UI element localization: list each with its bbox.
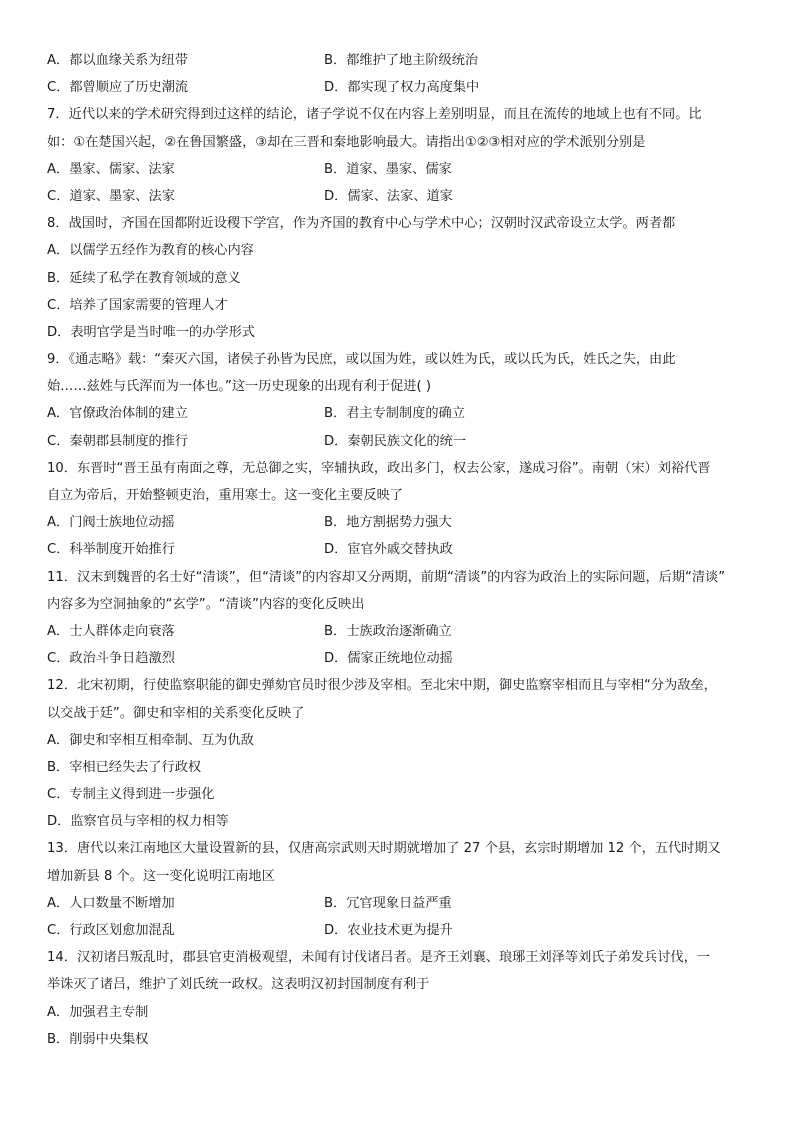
- q11-option-b: B．士族政治逐渐确立: [324, 623, 452, 639]
- q8-option-d: D．表明官学是当时唯一的办学形式: [47, 324, 255, 340]
- q9-option-b: B．君主专制制度的确立: [324, 406, 465, 422]
- q13-option-d: D．农业技术更为提升: [324, 923, 453, 938]
- q13-option-c: C．行政区划愈加混乱: [47, 923, 175, 938]
- q10-options-row-2: [47, 536, 747, 563]
- q10-option-a: A．门阀士族地位动摇: [47, 515, 175, 531]
- q6-option-c: C．都曾顺应了历史潮流: [47, 80, 189, 96]
- q13-stem-line-2: 增加新县 8 个。这一变化说明江南地区: [47, 868, 275, 884]
- q9-options-row-2: [47, 428, 747, 455]
- q10-option-c: C．科举制度开始推行: [47, 542, 175, 558]
- q8-stem-line-1: 8．战国时，齐国在国都附近设稷下学宫，作为齐国的教育中心与学术中心；汉朝时汉武帝设立太学。两者都: [47, 216, 676, 232]
- q9-option-d: D．秦朝民族文化的统一: [324, 433, 467, 449]
- q9-options-row-1: [47, 400, 747, 427]
- q7-stem-line-1: 7．近代以来的学术研究得到过这样的结论，诸子学说不仅在内容上差别明显，而且在流传的地域上也有不同。比: [47, 107, 702, 123]
- q6-option-a: A．都以血缘关系为纽带: [47, 53, 188, 68]
- q6-options-row-1: [47, 47, 747, 74]
- q11-options-row-1: [47, 618, 747, 645]
- q14-option-b: B．削弱中央集权: [47, 1031, 149, 1047]
- q7-options-row-1: [47, 156, 747, 183]
- q14-option-a: A．加强君主专制: [47, 1004, 149, 1020]
- exam-page: [47, 47, 747, 1053]
- q8-option-a: A．以儒学五经作为教育的核心内容: [47, 243, 254, 259]
- q9-option-a: A．官僚政治体制的建立: [47, 406, 188, 422]
- q11-stem-line-1: 11．汉末到魏晋的名士好“清谈”，但“清谈”的内容却又分两期，前期“清谈”的内容为政治上的实际问题，后期“清谈”: [47, 569, 726, 585]
- q6-option-d: D．都实现了权力高度集中: [324, 80, 480, 96]
- q10-option-b: B．地方割据势力强大: [324, 515, 452, 531]
- q12-option-b: B．宰相已经失去了行政权: [47, 759, 202, 775]
- q12-option-d: D．监察官员与宰相的权力相等: [47, 814, 229, 830]
- q7-stem-line-2: 如：①在楚国兴起，②在鲁国繁盛，③却在三晋和秦地影响最大。请指出①②③相对应的学术派别分别是: [47, 134, 646, 150]
- q11-option-a: A．士人群体走向衰落: [47, 623, 175, 639]
- q12-option-c: C．专制主义得到进一步强化: [47, 787, 215, 803]
- q10-stem-line-1: 10．东晋时“晋王虽有南面之尊，无总御之实，宰辅执政，政出多门，权去公家，遂成习俗”。南朝（宋）刘裕代晋: [47, 460, 711, 476]
- q10-stem-line-2: 自立为帝后，开始整顿吏治，重用寒士。这一变化主要反映了: [47, 488, 404, 503]
- q7-option-b: B．道家、墨家、儒家: [324, 161, 452, 177]
- q9-stem-line-2: 始……兹姓与氏浑而为一体也。”这一历史现象的出现有利于促进( ): [47, 379, 431, 395]
- q7-option-d: D．儒家、法家、道家: [324, 188, 453, 204]
- q11-stem-line-2: 内容多为空洞抽象的“玄学”。“清谈”内容的变化反映出: [47, 596, 365, 612]
- q11-option-c: C．政治斗争日趋激烈: [47, 651, 175, 667]
- q11-options-row-2: [47, 645, 747, 672]
- q11-option-d: D．儒家正统地位动摇: [324, 651, 453, 667]
- q13-option-a: A．人口数量不断增加: [47, 895, 175, 911]
- q8-option-c: C．培养了国家需要的管理人才: [47, 297, 228, 313]
- q14-stem-line-2: 举诛灭了诸吕，维护了刘氏统一政权。这表明汉初封国制度有利于: [47, 977, 430, 993]
- q8-option-b: B．延续了私学在教育领域的意义: [47, 270, 241, 286]
- q7-options-row-2: [47, 183, 747, 210]
- q10-options-row-1: [47, 509, 747, 536]
- q9-stem-line-1: 9．《通志略》载：“秦灭六国，诸侯子孙皆为民庶，或以国为姓，或以姓为氏，或以氏为氏，姓氏之失，由此: [47, 352, 676, 368]
- q13-stem-line-1: 13．唐代以来江南地区大量设置新的县，仅唐高宗武则天时期就增加了 27 个县，玄宗时期增加 12 个，五代时期又: [47, 841, 721, 857]
- q7-option-a: A．墨家、儒家、法家: [47, 161, 175, 177]
- q6-option-b: B．都维护了地主阶级统治: [324, 53, 479, 68]
- q13-options-row-2: [47, 917, 747, 944]
- q7-option-c: C．道家、墨家、法家: [47, 188, 175, 204]
- q12-option-a: A．御史和宰相互相牵制、互为仇敌: [47, 732, 254, 748]
- q6-options-row-2: [47, 74, 747, 101]
- q13-option-b: B．冗官现象日益严重: [324, 895, 452, 911]
- q10-option-d: D．宦官外戚交替执政: [324, 542, 453, 558]
- q12-stem-line-1: 12．北宋初期，行使监察职能的御史弹劾官员时很少涉及宰相。至北宋中期，御史监察宰相而且与宰相“分为敌垒，: [47, 678, 717, 694]
- q9-option-c: C．秦朝郡县制度的推行: [47, 433, 189, 449]
- q14-stem-line-1: 14．汉初诸吕叛乱时，郡县官吏消极观望，未闻有讨伐诸吕者。是齐王刘襄、琅琊王刘泽等刘氏子弟发兵讨伐，一: [47, 950, 710, 966]
- q12-stem-line-2: 以交战于廷”。御史和宰相的关系变化反映了: [47, 705, 305, 721]
- q13-options-row-1: [47, 890, 747, 917]
